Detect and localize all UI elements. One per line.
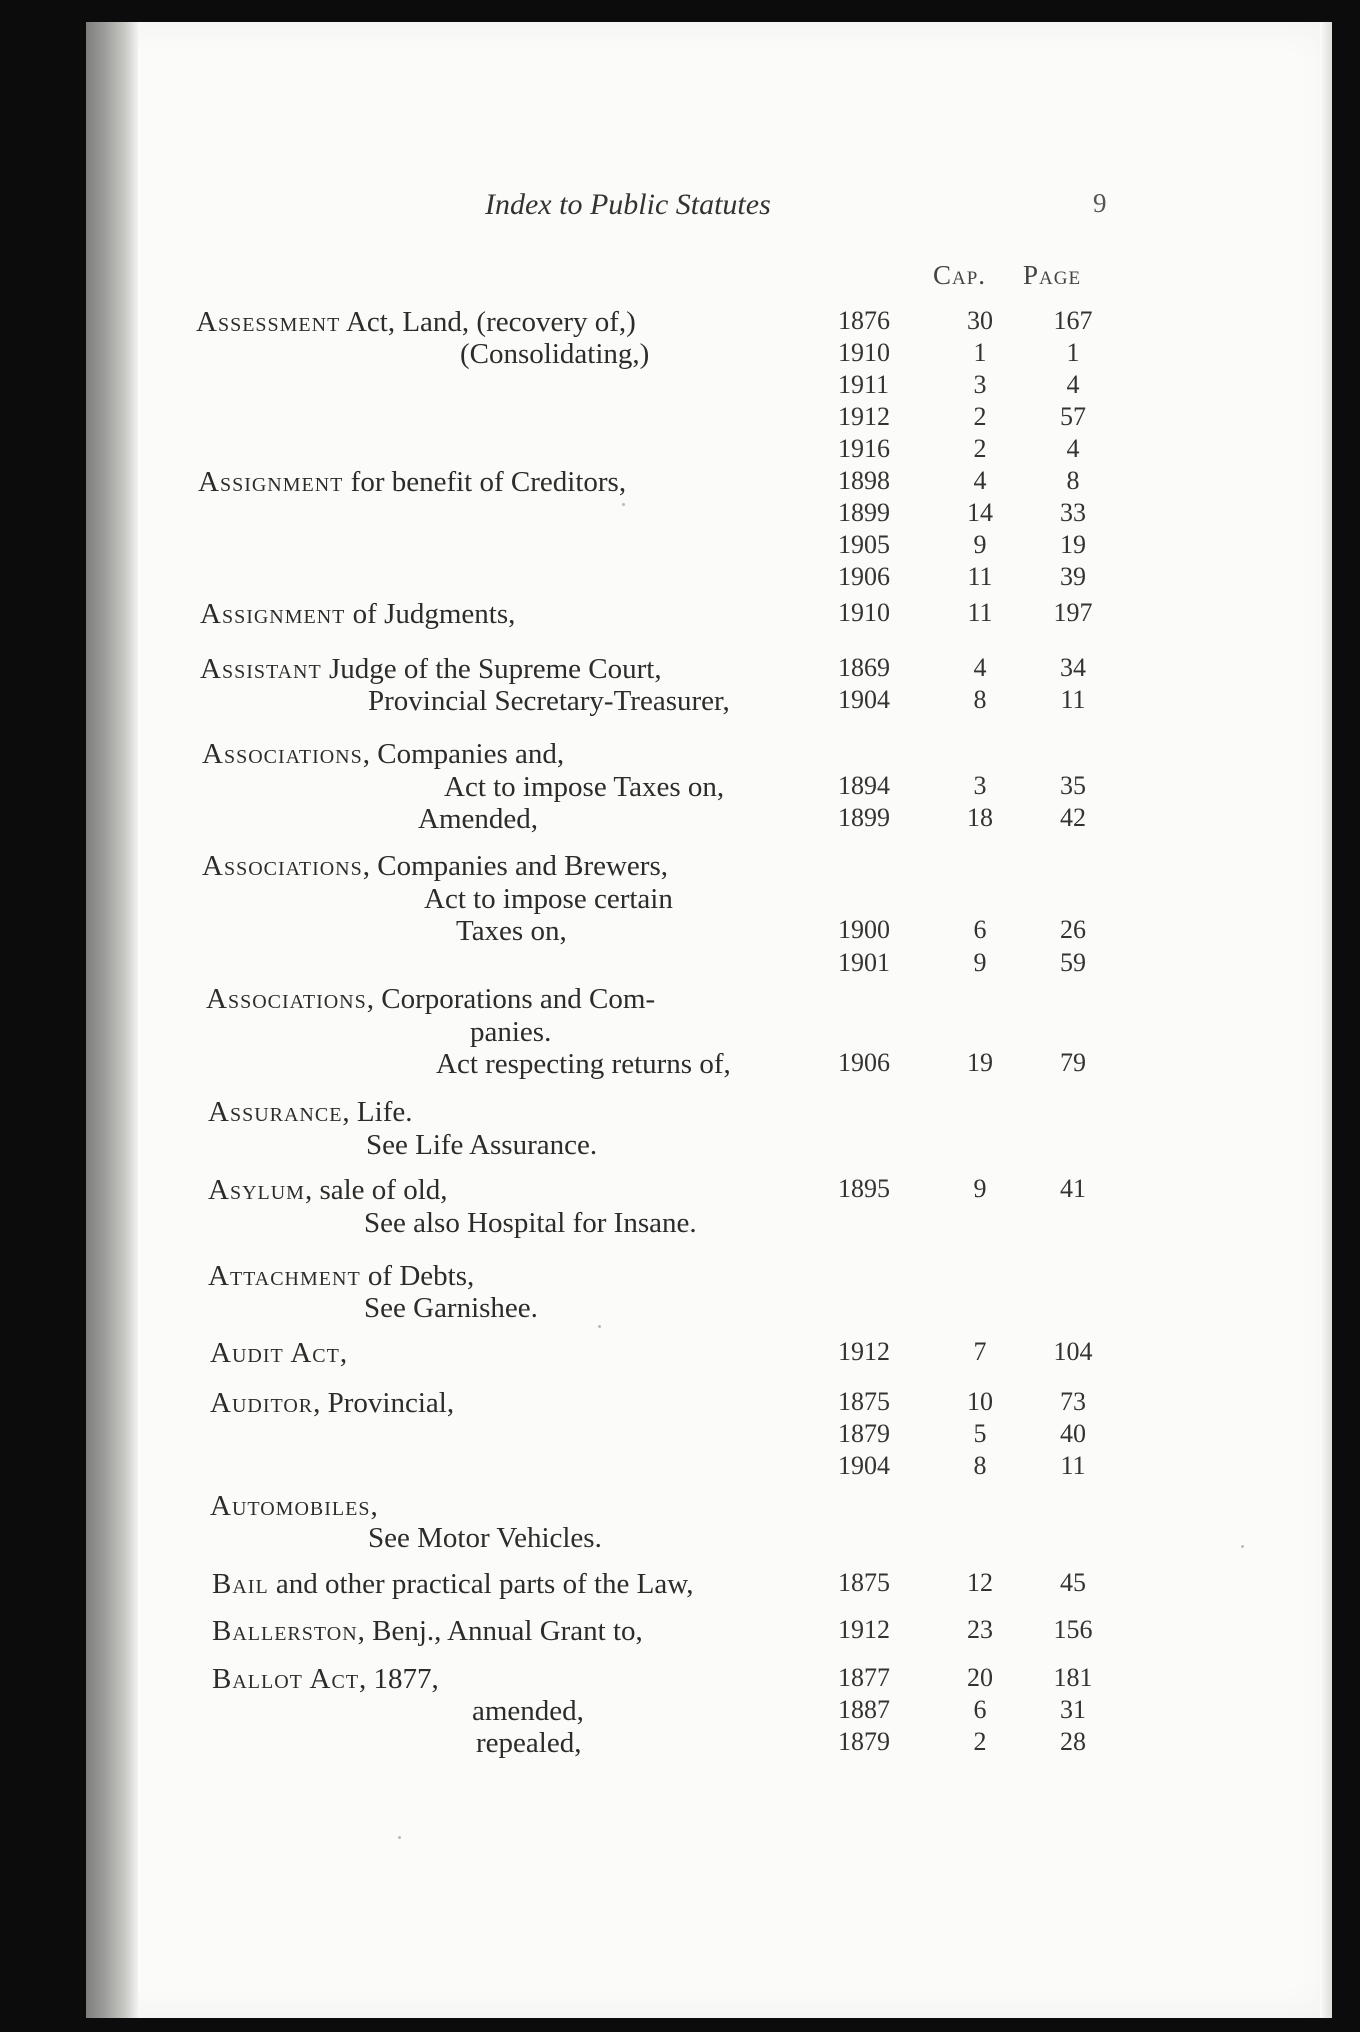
entry-line bbox=[212, 1570, 694, 1599]
entry-line bbox=[210, 1339, 347, 1368]
entry-line bbox=[418, 805, 538, 834]
entry-heading: Assistant bbox=[200, 653, 322, 685]
entry-heading: Bail bbox=[212, 1568, 269, 1600]
paper-speck bbox=[622, 503, 625, 506]
entry-text: See also Hospital for Insane. bbox=[364, 1207, 697, 1239]
running-title: Index to Public Statutes bbox=[485, 188, 771, 221]
entry-heading: Audit Act bbox=[210, 1337, 340, 1369]
ref-year: 1904 bbox=[838, 1451, 890, 1480]
ref-page: 39 bbox=[1060, 562, 1086, 591]
ref-page: 40 bbox=[1060, 1419, 1086, 1448]
ref-cap: 9 bbox=[973, 1174, 987, 1203]
ref-page: 8 bbox=[1066, 466, 1080, 495]
entry-heading: Associations bbox=[202, 850, 363, 882]
ref-cap: 14 bbox=[967, 498, 993, 527]
entry-text: Act respecting returns of, bbox=[436, 1048, 731, 1080]
ref-page: 79 bbox=[1060, 1048, 1086, 1077]
entry-line bbox=[210, 1389, 454, 1418]
entry-text: (Consolidating,) bbox=[460, 338, 650, 370]
ref-cap: 2 bbox=[973, 434, 987, 463]
ref-cap: 6 bbox=[973, 1695, 987, 1724]
entry-text: , 1877, bbox=[359, 1663, 439, 1695]
ref-cap: 6 bbox=[973, 915, 987, 944]
ref-year: 1912 bbox=[838, 402, 890, 431]
entry-text: , Corporations and Com- bbox=[366, 983, 656, 1015]
ref-page: 59 bbox=[1060, 948, 1086, 977]
ref-page: 19 bbox=[1060, 530, 1086, 559]
ref-year: 1899 bbox=[838, 498, 890, 527]
entry-line bbox=[460, 340, 649, 369]
entry-text: of Judgments, bbox=[345, 598, 516, 630]
entry-line bbox=[368, 687, 730, 716]
ref-year: 1906 bbox=[838, 562, 890, 591]
entry-heading: Assignment bbox=[198, 466, 344, 498]
ref-year: 1904 bbox=[838, 685, 890, 714]
ref-page: 104 bbox=[1053, 1337, 1093, 1366]
ref-year: 1905 bbox=[838, 530, 890, 559]
ref-page: 197 bbox=[1053, 598, 1093, 627]
entry-line bbox=[196, 308, 636, 337]
entry-line bbox=[202, 852, 668, 881]
entry-line bbox=[366, 1131, 597, 1160]
ref-page: 1 bbox=[1066, 338, 1080, 367]
ref-page: 73 bbox=[1060, 1387, 1086, 1416]
entry-text: Act to impose certain bbox=[424, 883, 673, 915]
entry-line bbox=[212, 1617, 643, 1646]
page-right-edge bbox=[1320, 22, 1332, 2018]
entry-line bbox=[210, 1492, 378, 1521]
entry-heading: Ballerston bbox=[212, 1615, 358, 1647]
paper-speck bbox=[398, 1836, 401, 1839]
ref-year: 1876 bbox=[838, 306, 890, 335]
entry-text: , Benj., Annual Grant to, bbox=[357, 1615, 643, 1647]
ref-cap: 19 bbox=[967, 1048, 993, 1077]
entry-text: Act, Land, (recovery of,) bbox=[340, 306, 636, 338]
ref-cap: 1 bbox=[973, 338, 987, 367]
ref-year: 1869 bbox=[838, 653, 890, 682]
entry-text: , Provincial, bbox=[313, 1387, 455, 1419]
paper-speck bbox=[1241, 1545, 1244, 1548]
entry-line bbox=[206, 985, 655, 1014]
ref-year: 1895 bbox=[838, 1174, 890, 1203]
ref-page: 181 bbox=[1053, 1663, 1093, 1692]
ref-page: 11 bbox=[1060, 685, 1086, 714]
ref-cap: 8 bbox=[973, 1451, 987, 1480]
ref-cap: 30 bbox=[967, 306, 993, 335]
ref-cap: 3 bbox=[973, 771, 987, 800]
entry-line bbox=[424, 885, 673, 914]
ref-cap: 3 bbox=[973, 370, 987, 399]
entry-line bbox=[208, 1098, 412, 1127]
entry-line bbox=[456, 917, 567, 946]
ref-year: 1910 bbox=[838, 338, 890, 367]
entry-heading: Associations bbox=[202, 738, 363, 770]
ref-page: 26 bbox=[1060, 915, 1086, 944]
ref-page: 156 bbox=[1053, 1615, 1093, 1644]
entry-heading: Ballot Act bbox=[212, 1663, 360, 1695]
entry-text: for benefit of Creditors, bbox=[343, 466, 627, 498]
entry-heading: Attachment bbox=[208, 1260, 361, 1292]
ref-year: 1879 bbox=[838, 1419, 890, 1448]
column-header-cap: Cap. bbox=[933, 260, 987, 290]
ref-year: 1901 bbox=[838, 948, 890, 977]
entry-heading: Automobiles bbox=[210, 1490, 371, 1522]
entry-line bbox=[212, 1665, 439, 1694]
page-number: 9 bbox=[1093, 188, 1107, 218]
ref-year: 1906 bbox=[838, 1048, 890, 1077]
entry-line bbox=[368, 1524, 602, 1553]
entry-text: , bbox=[339, 1337, 348, 1369]
entry-line bbox=[470, 1018, 551, 1047]
ref-year: 1916 bbox=[838, 434, 890, 463]
ref-page: 45 bbox=[1060, 1568, 1086, 1597]
ref-year: 1879 bbox=[838, 1727, 890, 1756]
entry-text: See Life Assurance. bbox=[366, 1129, 598, 1161]
entry-line bbox=[364, 1294, 538, 1323]
ref-year: 1910 bbox=[838, 598, 890, 627]
ref-page: 28 bbox=[1060, 1727, 1086, 1756]
entry-heading: Asylum bbox=[208, 1174, 305, 1206]
ref-page: 11 bbox=[1060, 1451, 1086, 1480]
ref-year: 1899 bbox=[838, 803, 890, 832]
ref-year: 1912 bbox=[838, 1615, 890, 1644]
entry-line bbox=[436, 1050, 731, 1079]
ref-cap: 9 bbox=[973, 530, 987, 559]
entry-text: Taxes on, bbox=[456, 915, 567, 947]
ref-cap: 23 bbox=[967, 1615, 993, 1644]
ref-year: 1898 bbox=[838, 466, 890, 495]
entry-line bbox=[208, 1176, 448, 1205]
ref-cap: 11 bbox=[967, 598, 993, 627]
entry-heading: Assignment bbox=[200, 598, 346, 630]
ref-year: 1911 bbox=[838, 370, 890, 399]
ref-page: 4 bbox=[1066, 370, 1080, 399]
ref-year: 1900 bbox=[838, 915, 890, 944]
entry-line bbox=[208, 1262, 474, 1291]
ref-year: 1877 bbox=[838, 1663, 890, 1692]
ref-page: 31 bbox=[1060, 1695, 1086, 1724]
ref-cap: 2 bbox=[973, 402, 987, 431]
entry-line bbox=[476, 1729, 581, 1758]
entry-line bbox=[200, 655, 662, 684]
entry-text: and other practical parts of the Law, bbox=[268, 1568, 694, 1600]
entry-text: , Companies and, bbox=[362, 738, 565, 770]
ref-cap: 10 bbox=[967, 1387, 993, 1416]
ref-year: 1875 bbox=[838, 1568, 890, 1597]
ref-page: 33 bbox=[1060, 498, 1086, 527]
entry-text: Judge of the Supreme Court, bbox=[321, 653, 662, 685]
paper-speck bbox=[598, 1325, 601, 1328]
column-header-page: Page bbox=[1023, 260, 1082, 290]
ref-page: 42 bbox=[1060, 803, 1086, 832]
entry-text: Provincial Secretary-Treasurer, bbox=[368, 685, 730, 717]
entry-heading: Assessment bbox=[196, 306, 341, 338]
entry-line bbox=[198, 468, 626, 497]
ref-page: 41 bbox=[1060, 1174, 1086, 1203]
entry-text: , sale of old, bbox=[304, 1174, 448, 1206]
entry-text: Amended, bbox=[418, 803, 538, 835]
ref-cap: 7 bbox=[973, 1337, 987, 1366]
entry-text: , bbox=[370, 1490, 378, 1522]
ref-cap: 4 bbox=[973, 653, 987, 682]
entry-text: amended, bbox=[472, 1695, 584, 1727]
ref-year: 1894 bbox=[838, 771, 890, 800]
ref-cap: 20 bbox=[967, 1663, 993, 1692]
entry-text: Act to impose Taxes on, bbox=[444, 771, 725, 803]
entry-line bbox=[444, 773, 724, 802]
entry-text: , Companies and Brewers, bbox=[362, 850, 668, 882]
entry-line bbox=[200, 600, 515, 629]
ref-year: 1875 bbox=[838, 1387, 890, 1416]
entry-heading: Assurance bbox=[208, 1096, 343, 1128]
ref-year: 1887 bbox=[838, 1695, 890, 1724]
ref-cap: 11 bbox=[967, 562, 993, 591]
entry-heading: Auditor bbox=[210, 1387, 314, 1419]
ref-cap: 18 bbox=[967, 803, 993, 832]
ref-cap: 2 bbox=[973, 1727, 987, 1756]
ref-page: 34 bbox=[1060, 653, 1086, 682]
entry-heading: Associations bbox=[206, 983, 367, 1015]
ref-page: 35 bbox=[1060, 771, 1086, 800]
ref-cap: 4 bbox=[973, 466, 987, 495]
ref-cap: 9 bbox=[973, 948, 987, 977]
entry-text: See Motor Vehicles. bbox=[368, 1522, 602, 1554]
ref-page: 167 bbox=[1053, 306, 1093, 335]
entry-line bbox=[202, 740, 564, 769]
entry-line bbox=[472, 1697, 584, 1726]
ref-cap: 8 bbox=[973, 685, 987, 714]
ref-year: 1912 bbox=[838, 1337, 890, 1366]
page-gutter-shadow bbox=[86, 22, 138, 2018]
ref-page: 57 bbox=[1060, 402, 1086, 431]
ref-page: 4 bbox=[1066, 434, 1080, 463]
entry-line bbox=[364, 1209, 697, 1238]
ref-cap: 12 bbox=[967, 1568, 993, 1597]
entry-text: See Garnishee. bbox=[364, 1292, 538, 1324]
entry-text: , Life. bbox=[342, 1096, 413, 1128]
ref-cap: 5 bbox=[973, 1419, 987, 1448]
entry-text: panies. bbox=[470, 1016, 552, 1048]
entry-text: of Debts, bbox=[360, 1260, 475, 1292]
entry-text: repealed, bbox=[476, 1727, 582, 1759]
